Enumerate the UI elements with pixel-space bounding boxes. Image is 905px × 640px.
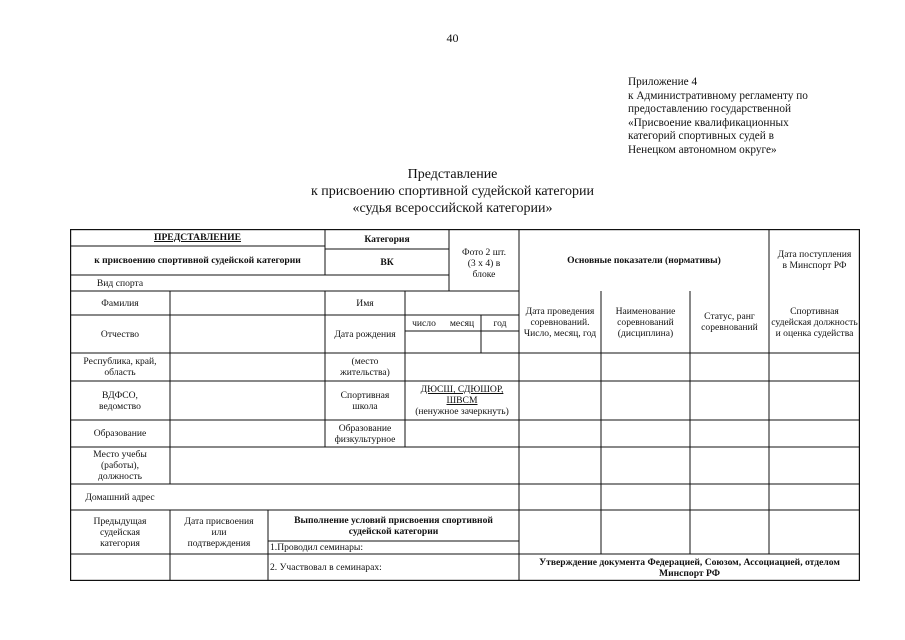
seminars-held: 1.Проводил семинары: — [270, 542, 364, 553]
residence-label: (место жительства) — [340, 356, 390, 378]
page-number: 40 — [446, 31, 459, 45]
receipt-date-header: Дата поступления в Минспорт РФ — [777, 249, 852, 271]
vdfso-label: ВДФСО, ведомство — [99, 389, 141, 412]
sport-type-label: Вид спорта — [96, 277, 144, 289]
main-indicators-header: Основные показатели (нормативы) — [567, 254, 721, 266]
appendix-note — [628, 76, 898, 158]
approval-note: Утверждение документа Федерацией, Союзом, Ассоциацией, отделом Минспорт РФ — [539, 556, 840, 579]
document-title — [0, 166, 905, 217]
competition-date-header: Дата проведения соревнований. Число, месяц, год — [523, 305, 597, 339]
patronymic-label: Отчество — [100, 328, 140, 340]
school-types: ДЮСШ, СДЮШОР, ШВСМ — [420, 384, 504, 406]
status-rank-header: Статус, ранг соревнований — [701, 311, 758, 333]
appendix-line: к Административному регламенту по — [628, 89, 808, 102]
appendix-line: «Присвоение квалификационных — [628, 116, 789, 129]
appendix-line: Приложение 4 — [628, 76, 698, 88]
appendix-line: Ненецком автономном округе» — [628, 143, 777, 156]
representation-form-table — [70, 229, 860, 581]
prev-category-label: Предыдущая судейская категория — [93, 515, 147, 549]
school-types-cell — [405, 381, 519, 420]
assign-date-label: Дата присвоения или подтверждения — [184, 515, 254, 549]
judge-position-header: Спортивная судейская должность и оценка судейства — [771, 305, 858, 339]
header-representation: ПРЕДСТАВЛЕНИЕ — [153, 232, 241, 243]
seminars-attended: 2. Участвовал в семинарах: — [270, 562, 382, 573]
home-address-label: Домашний адрес — [85, 491, 155, 503]
appendix-line: предоставлению государственной — [628, 103, 792, 116]
name-label: Имя — [356, 297, 374, 309]
title-line: «судья всероссийской категории» — [352, 201, 553, 216]
conditions-header: Выполнение условий присвоения спортивной судейской категории — [294, 514, 493, 537]
study-place-label: Место учебы (работы), должность — [93, 449, 147, 482]
education-label: Образование — [93, 428, 147, 439]
competition-name-header: Наименование соревнований (дисциплина) — [615, 305, 676, 339]
birth-date-label: Дата рождения — [334, 328, 396, 340]
category-label: Категория — [364, 233, 410, 245]
region-label: Республика, край, область — [83, 356, 157, 378]
header-subtitle: к присвоению спортивной судейской категории — [94, 255, 301, 266]
school-note: (ненужное зачеркнуть) — [415, 406, 509, 417]
day-label: число — [412, 317, 436, 329]
title-line: Представление — [407, 167, 498, 182]
category-value: ВК — [380, 256, 394, 268]
surname-label: Фамилия — [101, 297, 139, 309]
appendix-line: категорий спортивных судей в — [628, 130, 774, 143]
sport-school-label: Спортивная школа — [340, 389, 390, 412]
title-line: к присвоению спортивной судейской категории — [311, 184, 594, 199]
photo-placeholder: Фото 2 шт. (3 х 4) в блоке — [462, 246, 506, 280]
pe-education-label: Образование физкультурное — [334, 422, 396, 445]
year-label: год — [493, 317, 507, 329]
month-label: месяц — [449, 317, 475, 329]
